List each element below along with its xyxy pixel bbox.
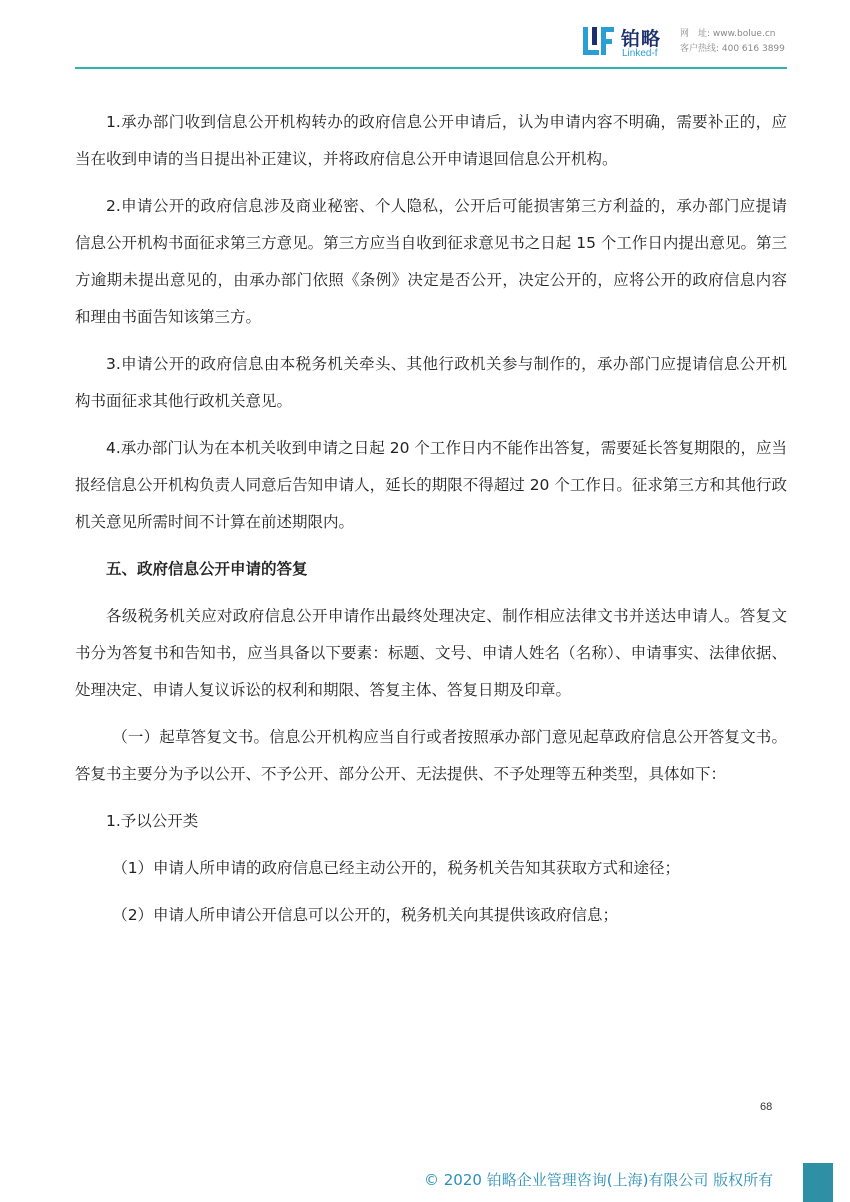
brand-logo	[582, 24, 678, 62]
paragraph: 3.申请公开的政府信息由本税务机关牵头、其他行政机关参与制作的，承办部门应提请信息公开机构书面征求其他行政机关意见。	[75, 355, 787, 410]
list-item: （1）申请人所申请的政府信息已经主动公开的，税务机关告知其获取方式和途径；	[112, 859, 681, 877]
paragraph: 各级税务机关应对政府信息公开申请作出最终处理决定、制作相应法律文书并送达申请人。答复文书分为答复书和告知书，应当具备以下要素：标题、文号、申请人姓名（名称）、申请事实、法律依据、处理决定、申请人复议诉讼的权利和期限、答复主体、答复日期及印章。	[75, 607, 787, 699]
paragraph: 1.承办部门收到信息公开机构转办的政府信息公开申请后，认为申请内容不明确，需要补正的，应当在收到申请的当日提出补正建议，并将政府信息公开申请退回信息公开机构。	[75, 113, 787, 168]
footer-accent-block	[803, 1163, 833, 1202]
brand-english-name: Linked-f	[622, 48, 658, 59]
page-number: 68	[760, 1101, 773, 1113]
paragraph: 2.申请公开的政府信息涉及商业秘密、个人隐私，公开后可能损害第三方利益的，承办部门应提请信息公开机构书面征求第三方意见。第三方应当自收到征求意见书之日起 15 个工作日内提出意见。第三方逾期未提出意见的，由承办部门依照《条例》决定是否公开，决定公开的，应将公开的政府信息内容和理由书面告知该第三方。	[75, 197, 787, 326]
paragraph: （一）起草答复文书。信息公开机构应当自行或者按照承办部门意见起草政府信息公开答复文书。答复书主要分为予以公开、不予公开、部分公开、无法提供、不予处理等五种类型，具体如下：	[75, 728, 787, 783]
bolue-logo-icon	[582, 24, 616, 58]
contact-info	[680, 27, 785, 57]
paragraph: 1.予以公开类	[106, 812, 199, 830]
footer-copyright: © 2020 铂略企业管理咨询(上海)有限公司 版权所有	[424, 1171, 774, 1189]
paragraph: 4.承办部门认为在本机关收到申请之日起 20 个工作日内不能作出答复，需要延长答复期限的，应当报经信息公开机构负责人同意后告知申请人，延长的期限不得超过 20 个工作日。征求第三方和其他行政机关意见所需时间不计算在前述期限内。	[75, 439, 787, 531]
document-body	[75, 104, 787, 944]
header-divider	[75, 67, 787, 69]
section-heading: 五、政府信息公开申请的答复	[106, 560, 308, 578]
website-text: 网 址: www.bolue.cn	[680, 29, 776, 39]
list-item: （2）申请人所申请公开信息可以公开的，税务机关向其提供该政府信息；	[112, 906, 619, 924]
brand-name: 铂略	[621, 28, 662, 50]
hotline-text: 客户热线: 400 616 3899	[680, 44, 785, 54]
